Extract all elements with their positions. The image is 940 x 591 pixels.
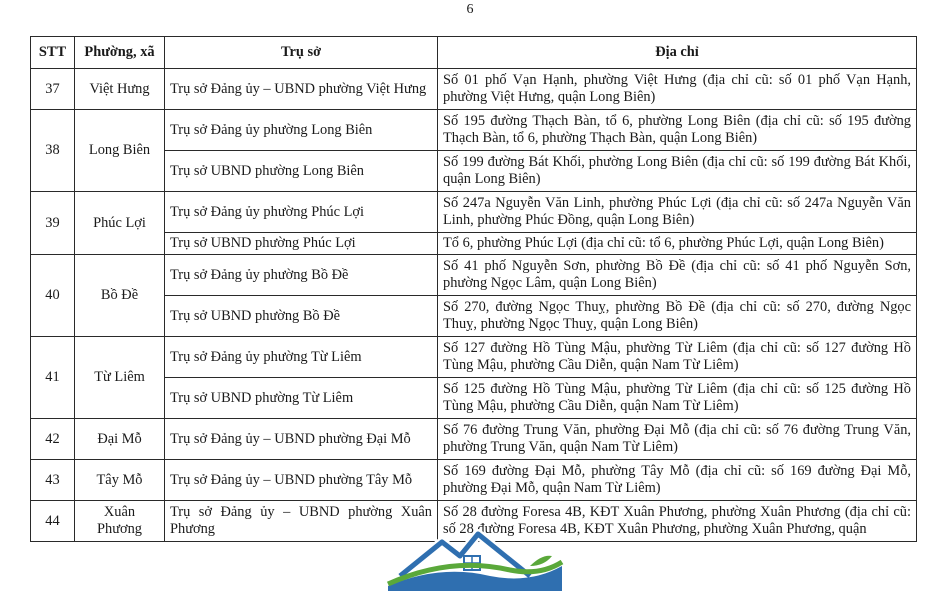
headquarters-cell: Trụ sở Đảng ủy – UBND phường Tây Mỗ bbox=[165, 460, 438, 501]
header-headquarters: Trụ sở bbox=[165, 37, 438, 69]
address-cell: Số 169 đường Đại Mỗ, phường Tây Mỗ (địa chỉ cũ: số 169 đường Đại Mỗ, phường Đại Mỗ, quận Nam Từ Liêm) bbox=[438, 460, 917, 501]
table-row bbox=[31, 419, 917, 460]
table-row bbox=[31, 255, 917, 296]
address-cell: Số 76 đường Trung Văn, phường Đại Mỗ (địa chỉ cũ: số 76 đường Trung Văn, phường Trung Văn, quận Nam Từ Liêm) bbox=[438, 419, 917, 460]
address-cell: Tổ 6, phường Phúc Lợi (địa chỉ cũ: tổ 6, phường Phúc Lợi, quận Long Biên) bbox=[438, 233, 917, 255]
house-logo-icon bbox=[380, 526, 570, 591]
address-cell: Số 195 đường Thạch Bàn, tổ 6, phường Long Biên (địa chỉ cũ: số 195 đường Thạch Bàn, tổ 6, phường Thạch Bàn, quận Long Biên) bbox=[438, 110, 917, 151]
headquarters-cell: Trụ sở Đảng ủy – UBND phường Xuân Phương bbox=[165, 501, 438, 542]
ward-cell: Long Biên bbox=[75, 110, 165, 192]
address-cell: Số 247a Nguyễn Văn Linh, phường Phúc Lợi (địa chỉ cũ: số 247a Nguyễn Văn Linh, phường Phúc Đồng, quận Long Biên) bbox=[438, 192, 917, 233]
stt-cell: 41 bbox=[31, 337, 75, 419]
address-cell: Số 127 đường Hồ Tùng Mậu, phường Từ Liêm (địa chỉ cũ: số 127 đường Hồ Tùng Mậu, phường Cầu Diễn, quận Nam Từ Liêm) bbox=[438, 337, 917, 378]
header-row bbox=[31, 37, 917, 69]
ward-cell: Từ Liêm bbox=[75, 337, 165, 419]
stt-cell: 40 bbox=[31, 255, 75, 337]
header-address: Địa chỉ bbox=[438, 37, 917, 69]
headquarters-cell: Trụ sở Đảng ủy phường Phúc Lợi bbox=[165, 192, 438, 233]
table-row bbox=[31, 110, 917, 151]
headquarters-cell: Trụ sở UBND phường Bồ Đề bbox=[165, 296, 438, 337]
ward-cell: Phúc Lợi bbox=[75, 192, 165, 255]
stt-cell: 39 bbox=[31, 192, 75, 255]
headquarters-cell: Trụ sở Đảng ủy phường Long Biên bbox=[165, 110, 438, 151]
ward-cell: Tây Mỗ bbox=[75, 460, 165, 501]
stt-cell: 42 bbox=[31, 419, 75, 460]
address-cell: Số 125 đường Hồ Tùng Mậu, phường Từ Liêm (địa chỉ cũ: số 125 đường Hồ Tùng Mậu, phường Cầu Diễn, quận Nam Từ Liêm) bbox=[438, 378, 917, 419]
headquarters-cell: Trụ sở Đảng ủy phường Từ Liêm bbox=[165, 337, 438, 378]
headquarters-cell: Trụ sở Đảng ủy – UBND phường Việt Hưng bbox=[165, 69, 438, 110]
stt-cell: 38 bbox=[31, 110, 75, 192]
header-ward: Phường, xã bbox=[75, 37, 165, 69]
address-cell: Số 270, đường Ngọc Thuỵ, phường Bồ Đề (địa chỉ cũ: số 270, đường Ngọc Thuỵ, phường Ngọc Thuỵ, quận Long Biên) bbox=[438, 296, 917, 337]
address-table bbox=[30, 36, 917, 542]
stt-cell: 43 bbox=[31, 460, 75, 501]
table-row bbox=[31, 337, 917, 378]
table-row bbox=[31, 192, 917, 233]
headquarters-cell: Trụ sở UBND phường Từ Liêm bbox=[165, 378, 438, 419]
address-cell: Số 41 phố Nguyễn Sơn, phường Bồ Đề (địa chỉ cũ: số 41 phố Nguyễn Sơn, phường Ngọc Lâm, quận Long Biên) bbox=[438, 255, 917, 296]
address-cell: Số 199 đường Bát Khối, phường Long Biên (địa chỉ cũ: số 199 đường Bát Khối, quận Long Biên) bbox=[438, 151, 917, 192]
stt-cell: 37 bbox=[31, 69, 75, 110]
page-number: 6 bbox=[466, 2, 474, 17]
headquarters-cell: Trụ sở UBND phường Phúc Lợi bbox=[165, 233, 438, 255]
stt-cell: 44 bbox=[31, 501, 75, 542]
address-cell: Số 28 đường Foresa 4B, KĐT Xuân Phương, phường Xuân Phương (địa chỉ cũ: số 28 đường Foresa 4B, KĐT Xuân Phương, phường Xuân Phương, quận bbox=[438, 501, 917, 542]
ward-cell: Việt Hưng bbox=[75, 69, 165, 110]
headquarters-cell: Trụ sở UBND phường Long Biên bbox=[165, 151, 438, 192]
header-stt: STT bbox=[31, 37, 75, 69]
table-row bbox=[31, 460, 917, 501]
ward-cell: Đại Mỗ bbox=[75, 419, 165, 460]
headquarters-cell: Trụ sở Đảng ủy – UBND phường Đại Mỗ bbox=[165, 419, 438, 460]
headquarters-cell: Trụ sở Đảng ủy phường Bồ Đề bbox=[165, 255, 438, 296]
address-cell: Số 01 phố Vạn Hạnh, phường Việt Hưng (địa chỉ cũ: số 01 phố Vạn Hạnh, phường Việt Hưng, quận Long Biên) bbox=[438, 69, 917, 110]
ward-cell: Xuân Phương bbox=[75, 501, 165, 542]
table-row bbox=[31, 69, 917, 110]
ward-cell: Bồ Đề bbox=[75, 255, 165, 337]
